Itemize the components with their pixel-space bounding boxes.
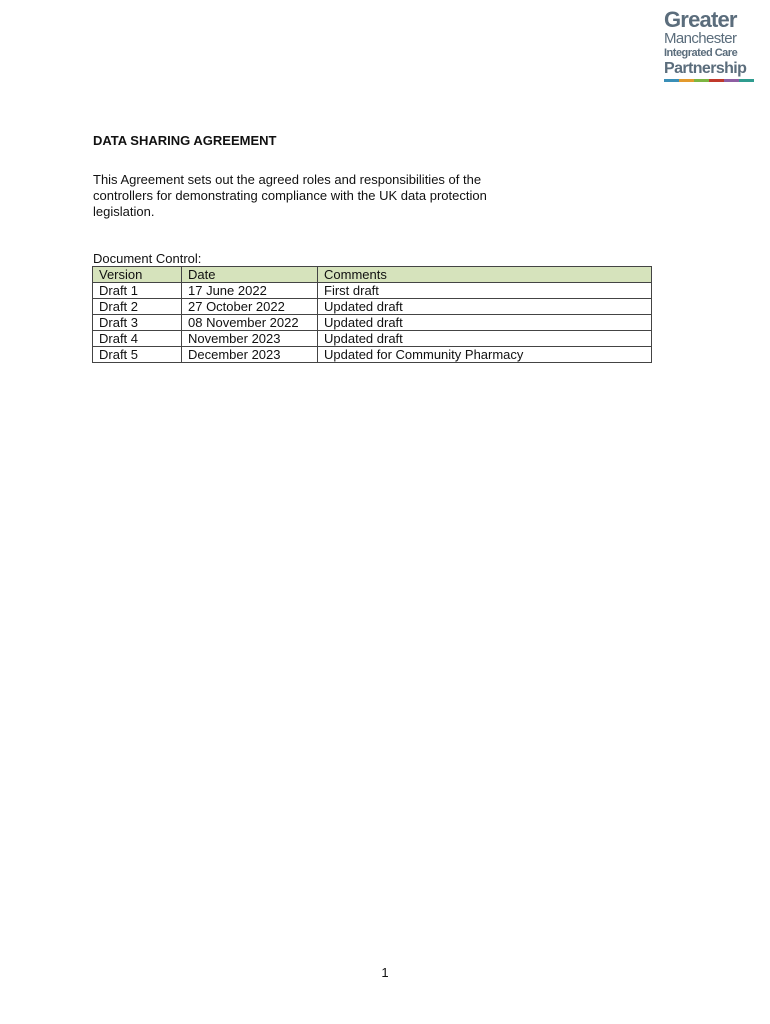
logo-bar-segment [664, 79, 679, 82]
comments-cell: Updated draft [318, 299, 652, 315]
logo-line-greater: Greater [664, 7, 737, 32]
logo-bar-segment [679, 79, 694, 82]
date-cell: 08 November 2022 [182, 315, 318, 331]
table-header-row [93, 267, 652, 283]
gm-integrated-care-partnership-logo [664, 8, 756, 84]
intro-paragraph: This Agreement sets out the agreed roles and responsibilities of the controllers for demonstrating compliance with the UK data protection legislation. [93, 172, 487, 219]
version-cell: Draft 4 [93, 331, 182, 347]
date-cell: 27 October 2022 [182, 299, 318, 315]
logo-bar-segment [709, 79, 724, 82]
document-control-table [92, 266, 652, 363]
comments-cell: First draft [318, 283, 652, 299]
document-control-label: Document Control: [93, 251, 202, 266]
logo-line-manchester: Manchester [664, 30, 737, 47]
date-cell: December 2023 [182, 347, 318, 363]
comments-cell: Updated draft [318, 331, 652, 347]
date-cell: 17 June 2022 [182, 283, 318, 299]
page-number: 1 [381, 965, 389, 980]
table-row [93, 315, 652, 331]
table-row [93, 347, 652, 363]
version-cell: Draft 1 [93, 283, 182, 299]
table-row [93, 299, 652, 315]
document-title: DATA SHARING AGREEMENT [93, 133, 277, 148]
comments-cell: Updated for Community Pharmacy [318, 347, 652, 363]
logo-bar-segment [739, 79, 754, 82]
version-cell: Draft 2 [93, 299, 182, 315]
date-cell: November 2023 [182, 331, 318, 347]
table-row [93, 331, 652, 347]
version-cell: Draft 3 [93, 315, 182, 331]
column-header-version: Version [93, 267, 182, 283]
logo-bar-segment [724, 79, 739, 82]
column-header-date: Date [182, 267, 318, 283]
logo-color-bar [664, 79, 754, 82]
column-header-comments: Comments [318, 267, 652, 283]
logo-line-integrated-care: Integrated Care [664, 47, 738, 59]
version-cell: Draft 5 [93, 347, 182, 363]
comments-cell: Updated draft [318, 315, 652, 331]
logo-line-partnership: Partnership [664, 60, 747, 77]
logo-bar-segment [694, 79, 709, 82]
table-row [93, 283, 652, 299]
